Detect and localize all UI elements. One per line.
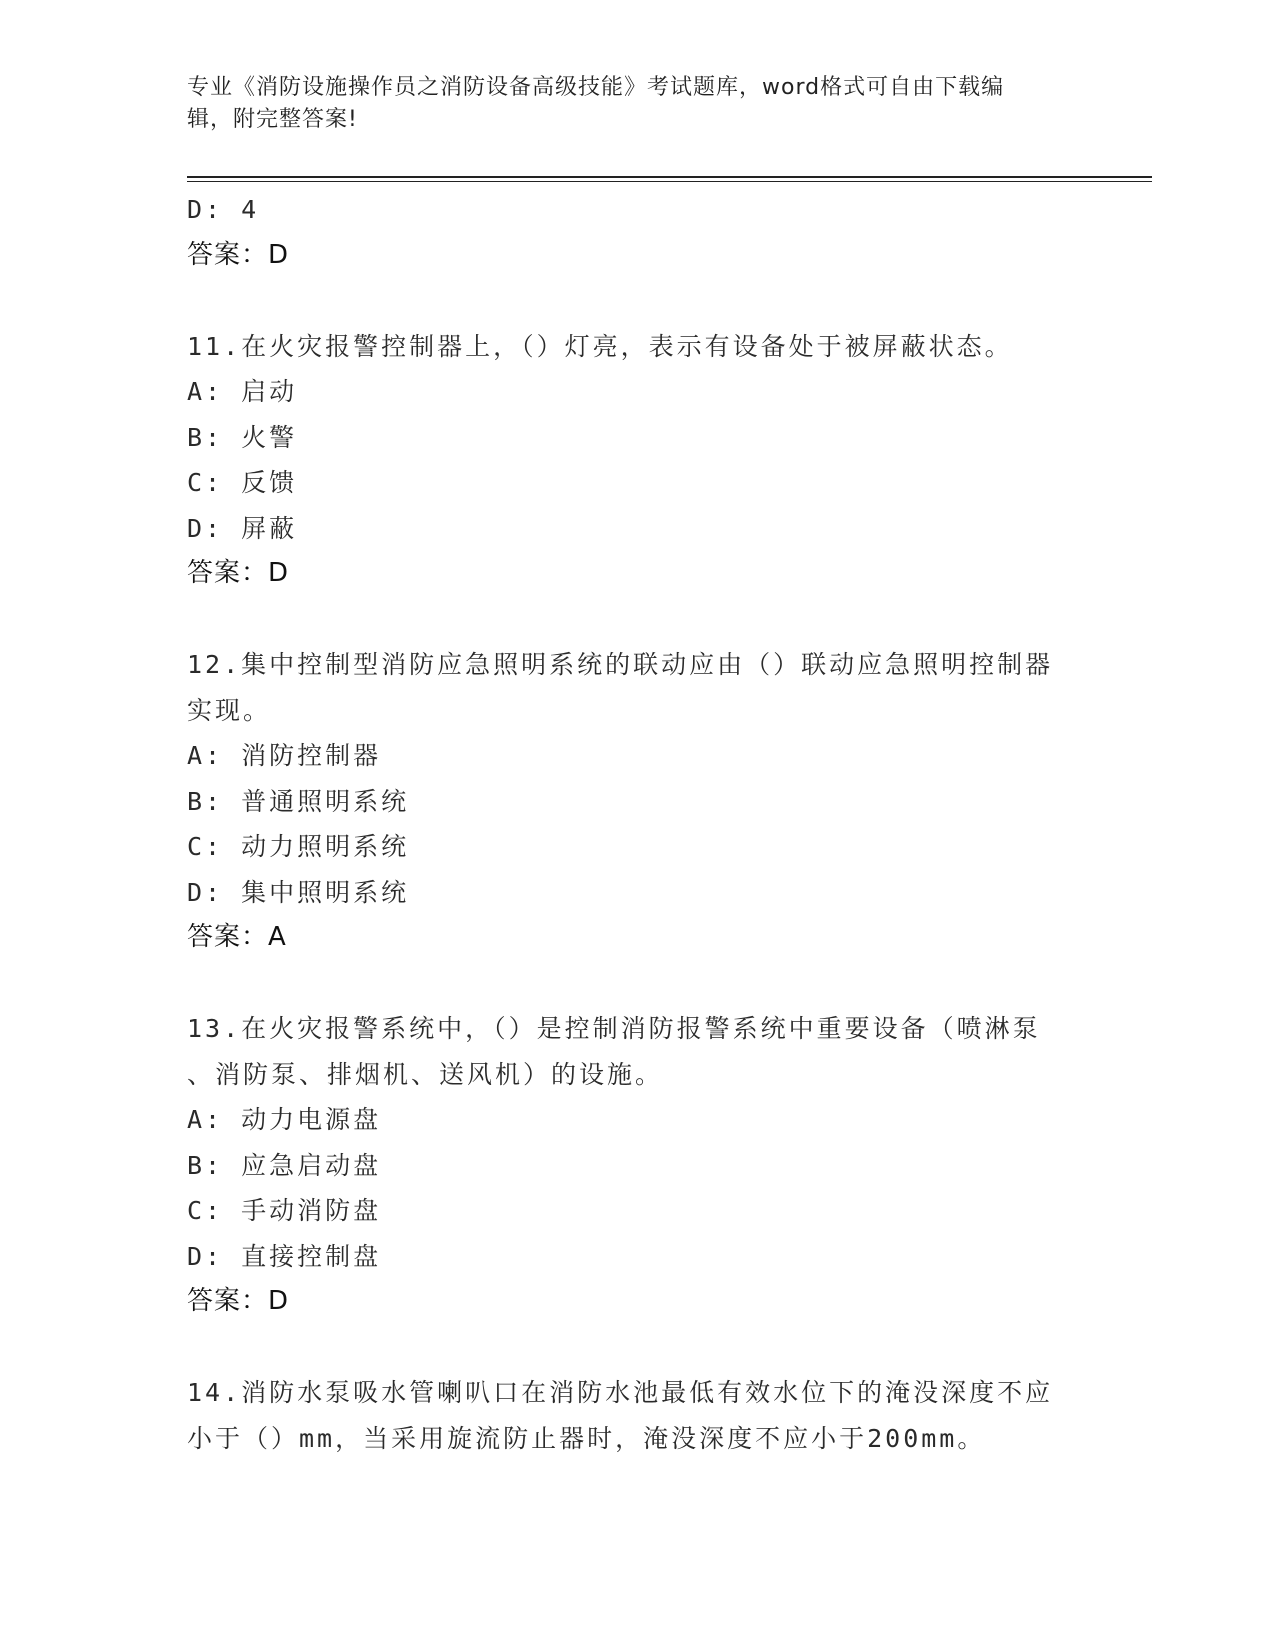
question-13: [187, 1006, 1077, 1325]
question-stem: 12.集中控制型消防应急照明系统的联动应由（）联动应急照明控制器: [187, 650, 1054, 679]
header-divider-thick: [187, 176, 1152, 178]
question-stem-cont: 、消防泵、排烟机、送风机）的设施。: [187, 1059, 664, 1089]
option-a: A: 消防控制器: [187, 741, 382, 770]
option-d: D: 集中照明系统: [187, 877, 410, 907]
header-line-1: 专业《消防设施操作员之消防设备高级技能》考试题库，word格式可自由下载编: [187, 75, 1005, 100]
option-d: D: 直接控制盘: [187, 1241, 382, 1271]
question-11: [187, 324, 1077, 597]
prev-option-d: D: 4: [187, 195, 260, 224]
question-stem: 13.在火灾报警系统中，（）是控制消防报警系统中重要设备（喷淋泵: [187, 1014, 1041, 1043]
option-a: A: 启动: [187, 377, 298, 406]
option-a: A: 动力电源盘: [187, 1105, 382, 1134]
question-14: [187, 1370, 1077, 1461]
answer: 答案：D: [187, 558, 290, 588]
question-list: [187, 187, 1077, 1461]
option-c: C: 动力照明系统: [187, 832, 410, 861]
option-c: C: 反馈: [187, 468, 298, 497]
option-b: B: 火警: [187, 422, 298, 452]
question-stem-cont: 实现。: [187, 695, 272, 725]
option-d: D: 屏蔽: [187, 513, 298, 543]
header-line-2: 辑，附完整答案!: [187, 107, 358, 132]
header-divider-thin: [187, 181, 1152, 182]
question-stem-cont: 小于（）mm，当采用旋流防止器时，淹没深度不应小于200mm。: [187, 1423, 986, 1453]
answer: 答案：D: [187, 1286, 290, 1316]
question-stem: 14.消防水泵吸水管喇叭口在消防水池最低有效水位下的淹没深度不应: [187, 1378, 1054, 1407]
option-b: B: 应急启动盘: [187, 1150, 382, 1180]
document-header: [187, 72, 1067, 136]
option-c: C: 手动消防盘: [187, 1196, 382, 1225]
answer: 答案：A: [187, 922, 287, 952]
question-12: [187, 642, 1077, 961]
prev-answer: 答案：D: [187, 239, 290, 270]
question-stem: 11.在火灾报警控制器上，（）灯亮，表示有设备处于被屏蔽状态。: [187, 331, 1013, 361]
option-b: B: 普通照明系统: [187, 786, 410, 816]
